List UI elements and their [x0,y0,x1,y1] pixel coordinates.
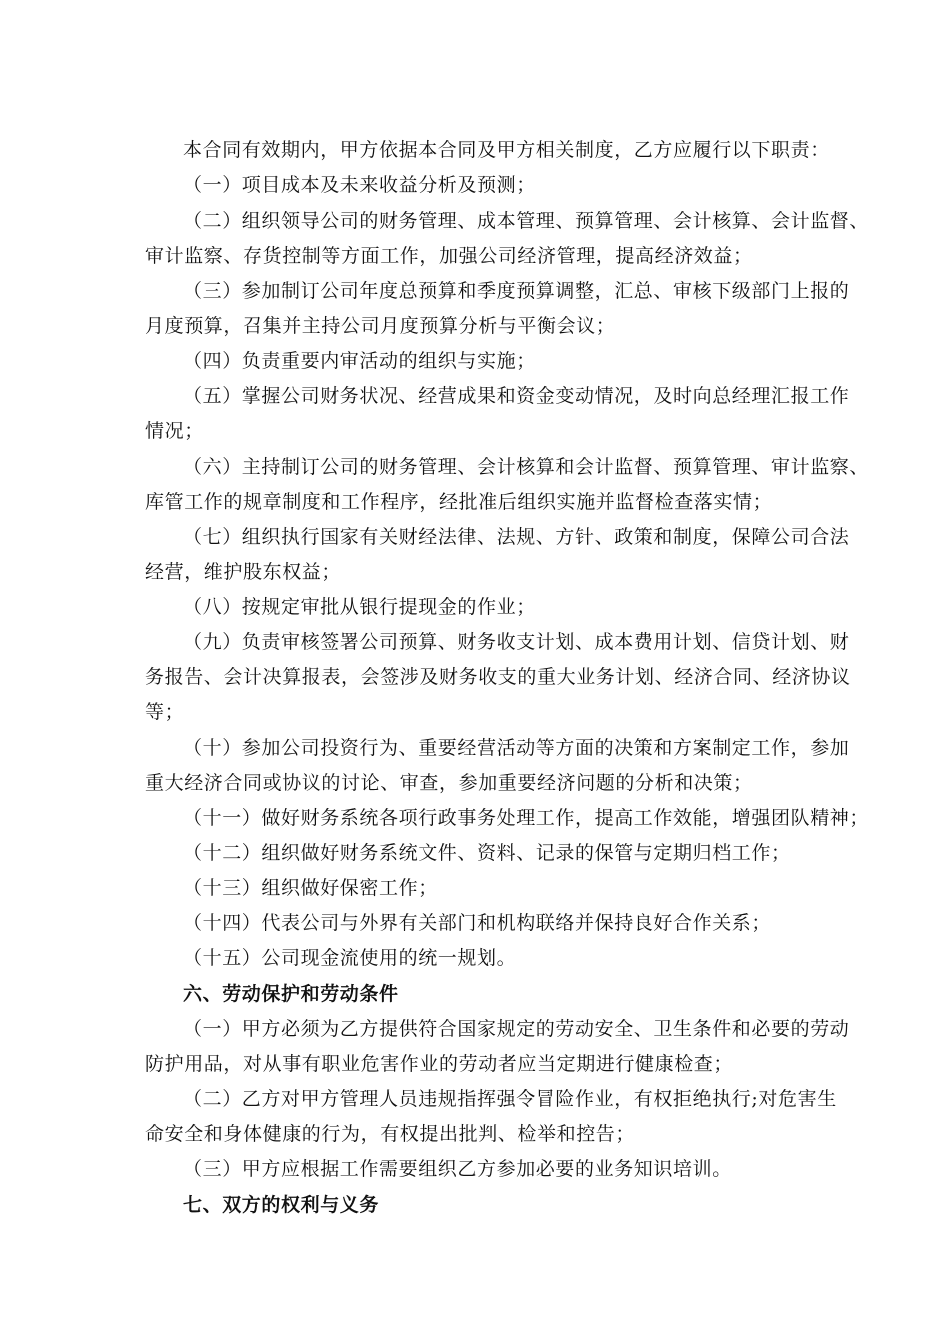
section-6-item-3: （三）甲方应根据工作需要组织乙方参加必要的业务知识培训。 [183,1158,732,1180]
duty-6-cont: 库管工作的规章制度和工作程序，经批准后组织实施并监督检查落实情； [145,491,773,513]
duty-1: （一）项目成本及未来收益分析及预测； [183,174,536,196]
duty-7: （七）组织执行国家有关财经法律、法规、方针、政策和制度，保障公司合法 [183,526,850,548]
duty-11: （十一）做好财务系统各项行政事务处理工作，提高工作效能，增强团队精神； [183,807,870,829]
section-6-heading: 六、劳动保护和劳动条件 [183,983,399,1005]
duty-4: （四）负责重要内审活动的组织与实施； [183,350,536,372]
section-6-item-1: （一）甲方必须为乙方提供符合国家规定的劳动安全、卫生条件和必要的劳动 [183,1018,850,1040]
duty-2: （二）组织领导公司的财务管理、成本管理、预算管理、会计核算、会计监督、 [183,210,870,232]
section-7-heading: 七、双方的权利与义务 [183,1194,380,1216]
duty-15: （十五）公司现金流使用的统一规划。 [183,947,517,969]
duty-10-cont: 重大经济合同或协议的讨论、审查，参加重要经济问题的分析和决策； [145,772,753,794]
duty-3-cont: 月度预算，召集并主持公司月度预算分析与平衡会议； [145,315,616,337]
duty-9: （九）负责审核签署公司预算、财务收支计划、成本费用计划、信贷计划、财 [183,631,850,653]
duty-10: （十）参加公司投资行为、重要经营活动等方面的决策和方案制定工作，参加 [183,737,850,759]
section-6-item-2: （二）乙方对甲方管理人员违规指挥强令冒险作业，有权拒绝执行;对危害生 [183,1088,837,1110]
intro-paragraph: 本合同有效期内，甲方依据本合同及甲方相关制度，乙方应履行以下职责： [183,139,830,161]
duty-13: （十三）组织做好保密工作； [183,877,438,899]
duty-6: （六）主持制订公司的财务管理、会计核算和会计监督、预算管理、审计监察、 [183,456,870,478]
duty-8: （八）按规定审批从银行提现金的作业； [183,596,536,618]
duty-12: （十二）组织做好财务系统文件、资料、记录的保管与定期归档工作； [183,842,791,864]
duty-7-cont: 经营，维护股东权益； [145,561,342,583]
duty-5: （五）掌握公司财务状况、经营成果和资金变动情况，及时向总经理汇报工作 [183,385,850,407]
duty-3: （三）参加制订公司年度总预算和季度预算调整，汇总、审核下级部门上报的 [183,280,850,302]
duty-9-cont2: 等； [145,701,185,723]
duty-5-cont: 情况； [145,420,204,442]
section-6-item-1-cont: 防护用品，对从事有职业危害作业的劳动者应当定期进行健康检查； [145,1053,734,1075]
duty-14: （十四）代表公司与外界有关部门和机构联络并保持良好合作关系； [183,912,772,934]
section-6-item-2-cont: 命安全和身体健康的行为，有权提出批判、检举和控告； [145,1123,636,1145]
duty-2-cont: 审计监察、存货控制等方面工作，加强公司经济管理，提高经济效益； [145,245,753,267]
duty-9-cont: 务报告、会计决算报表，会签涉及财务收支的重大业务计划、经济合同、经济协议 [145,666,851,688]
